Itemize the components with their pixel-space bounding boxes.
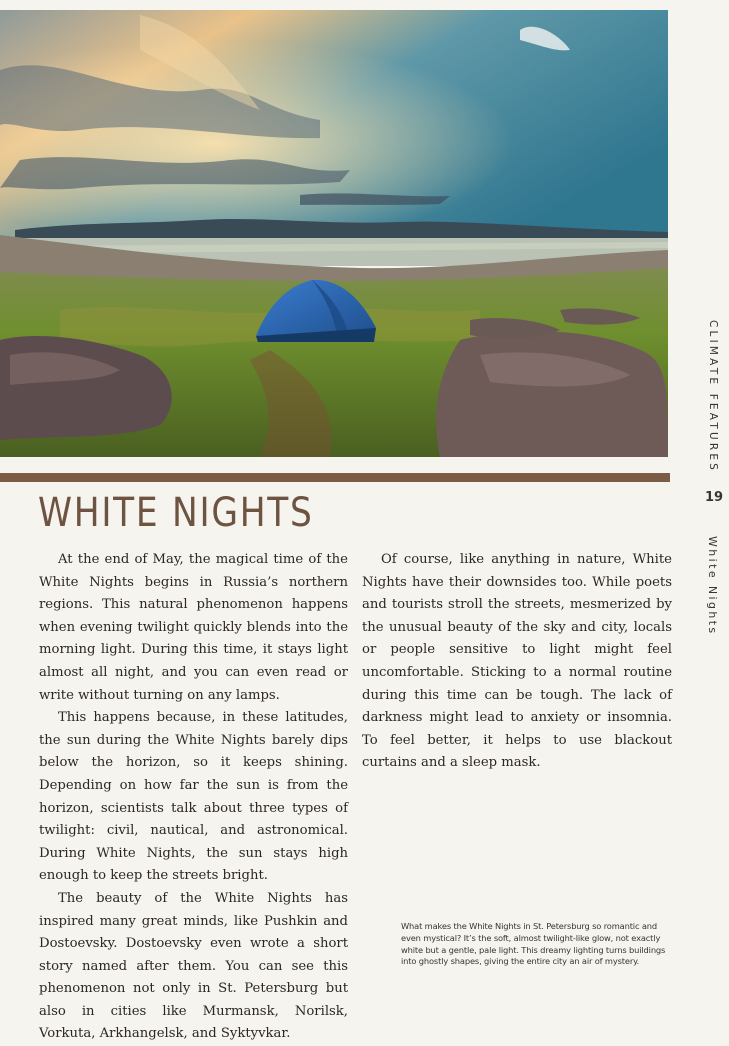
section-tab-label: CLIMATE FEATURES (707, 320, 719, 474)
section-divider (0, 473, 670, 482)
paragraph: Of course, like anything in nature, White Nights have their downsides too. While poets and tourists stroll the streets, mesmerized by the unusual beauty of the sky and city, locals or people sensitive to light might feel uncomfortable. Sticking to a normal routine during this time can be tough. The lack of darkness might lead to anxiety or insomnia. To feel better, it helps to use blackout curtains and a sleep mask. (362, 552, 672, 771)
paragraph: The beauty of the White Nights has inspired many great minds, like Pushkin and Dostoevsky. Dostoevsky even wrote a short story named after them. You can see this phenomenon not only in St. Petersburg but also in cities like Murmansk, Norilsk, Vorkuta, Arkhangelsk, and Syktyvkar. (39, 890, 348, 1042)
section-tab (700, 320, 726, 474)
hero-photo (0, 10, 668, 457)
page-number: 19 (704, 490, 724, 505)
paragraph: This happens because, in these latitudes, the sun during the White Nights barely dips below the horizon, so it keeps shining. Depending on how far the sun is from the horizon, scientists talk about three types of twilight: civil, nautical, and astronomical. During White Nights, the sun stays high enough to keep the streets bright. (39, 710, 348, 884)
body-left-column (39, 549, 348, 1046)
photo-caption: What makes the White Nights in St. Petersburg so romantic and even mystical? It’s the soft, almost twilight-like glow, not exactly white but a gentle, pale light. This dreamy lighting turns buildings into ghostly shapes, giving the entire city an air of mystery. (401, 921, 666, 967)
body-right-column (362, 549, 672, 775)
paragraph: At the end of May, the magical time of the White Nights begins in Russia’s northern regions. This natural phenomenon happens when evening twilight quickly blends into the morning light. During this time, it stays light almost all night, and you can even read or write without turning on any lamps. (39, 552, 348, 703)
topic-tab-label: White Nights (706, 536, 719, 636)
tundra-tent-photo (0, 10, 668, 457)
page-title: WHITE NIGHTS (38, 490, 314, 536)
